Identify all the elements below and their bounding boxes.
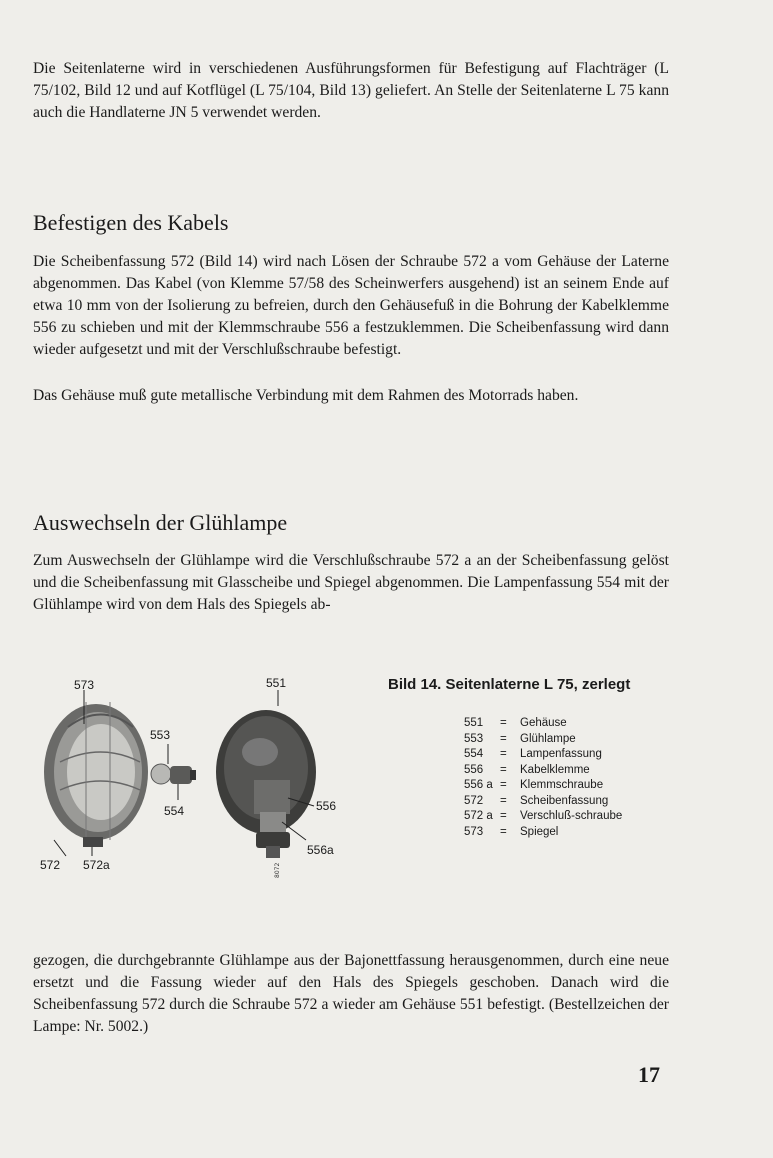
legend-number: 556 a bbox=[464, 779, 493, 791]
legend-equals: = bbox=[500, 748, 507, 760]
svg-text:8072: 8072 bbox=[274, 862, 281, 878]
figure-caption-text: Seitenlaterne L 75, zerlegt bbox=[445, 676, 631, 693]
legend-text: Lampenfassung bbox=[520, 748, 602, 760]
legend-number: 551 bbox=[464, 717, 484, 729]
paragraph-cable-2: Das Gehäuse muß gute metallische Verbindung mit dem Rahmen des Motorrads haben. bbox=[33, 387, 579, 404]
legend-text: Verschluß-schraube bbox=[520, 810, 623, 822]
legend-row bbox=[464, 732, 674, 748]
figure-legend bbox=[464, 716, 674, 840]
legend-equals: = bbox=[500, 717, 507, 729]
page-number: 17 bbox=[638, 1062, 660, 1087]
legend-row bbox=[464, 809, 674, 825]
callout-556a: 556a bbox=[307, 843, 334, 857]
legend-number: 572 a bbox=[464, 810, 493, 822]
figure-caption bbox=[388, 676, 630, 693]
section-heading-cable: Befestigen des Kabels bbox=[33, 210, 229, 235]
section-heading-bulb: Auswechseln der Glühlampe bbox=[33, 510, 288, 535]
legend-text: Scheibenfassung bbox=[520, 794, 609, 807]
legend-equals: = bbox=[500, 810, 507, 822]
legend-number: 572 bbox=[464, 794, 484, 807]
legend-text: Gehäuse bbox=[520, 717, 567, 729]
callout-573: 573 bbox=[74, 678, 95, 692]
legend-row bbox=[464, 716, 674, 732]
legend-equals: = bbox=[500, 779, 507, 791]
callout-572: 572 bbox=[40, 858, 61, 872]
legend-row bbox=[464, 778, 674, 794]
paragraph-cable-1: Die Scheibenfassung 572 (Bild 14) wird nach Lösen der Schraube 572 a vom Gehäuse der Laterne abgenommen. Das Kabel (von Klemme 57/58 des Scheinwerfers ausgehend) ist an seinem Ende auf etwa 10 mm von der Isolierung zu befreien, durch den Gehäusefuß in die Bohrung der Kabelklemme 556 zu schieben und mit der Klemmschraube 556 a festzuklemmen. Die Scheibenfassung wird dann wieder aufgesetzt und mit der Verschlußschraube befestigt. bbox=[33, 253, 669, 358]
callout-572a: 572a bbox=[83, 858, 110, 872]
legend-text: Glühlampe bbox=[520, 732, 576, 745]
callout-554: 554 bbox=[164, 804, 185, 818]
legend-text: Klemmschraube bbox=[520, 779, 604, 791]
legend-number: 554 bbox=[464, 748, 484, 760]
lantern-illustration bbox=[28, 672, 373, 892]
legend-equals: = bbox=[500, 732, 507, 745]
legend-row bbox=[464, 825, 674, 841]
callout-551: 551 bbox=[266, 676, 287, 690]
bulb-and-socket-drawing bbox=[151, 764, 196, 784]
paragraph-bulb-2: gezogen, die durchgebrannte Glühlampe aus der Bajonettfassung herausgenommen, durch eine neue ersetzt und die Fassung wieder auf den Hals des Spiegels geschoben. Danach wird die Scheibenfassung 572 durch die Schraube 572 a wieder am Gehäuse 551 befestigt. (Bestellzeichen der Lampe: Nr. 5002.) bbox=[33, 952, 669, 1035]
legend-row bbox=[464, 747, 674, 763]
legend-number: 573 bbox=[464, 825, 484, 838]
legend-equals: = bbox=[500, 794, 507, 807]
legend-number: 553 bbox=[464, 732, 484, 745]
legend-number: 556 bbox=[464, 763, 484, 776]
legend-text: Kabelklemme bbox=[520, 763, 590, 776]
intro-paragraph: Die Seitenlaterne wird in verschiedenen Ausführungsformen für Befestigung auf Flachträger (L 75/102, Bild 12 und auf Kotflügel (L 75/104, Bild 13) geliefert. An Stelle der Seitenlaterne L 75 kann auch die Handlaterne JN 5 verwendet werden. bbox=[33, 60, 669, 121]
legend-row bbox=[464, 763, 674, 779]
legend-equals: = bbox=[500, 763, 507, 776]
legend-text: Spiegel bbox=[520, 825, 559, 838]
paragraph-bulb-1: Zum Auswechseln der Glühlampe wird die Verschlußschraube 572 a an der Scheibenfassung gelöst und die Scheibenfassung mit Glasscheibe und Spiegel abgenommen. Die Lampenfassung 554 mit der Glühlampe wird von dem Hals des Spiegels ab- bbox=[33, 552, 669, 613]
figure-bild-14 bbox=[28, 672, 673, 892]
callout-553: 553 bbox=[150, 728, 171, 742]
callout-556: 556 bbox=[316, 799, 337, 813]
lantern-housing-drawing bbox=[44, 702, 148, 847]
legend-row bbox=[464, 794, 674, 810]
figure-caption-number: Bild 14. bbox=[388, 676, 442, 693]
legend-equals: = bbox=[500, 825, 507, 838]
